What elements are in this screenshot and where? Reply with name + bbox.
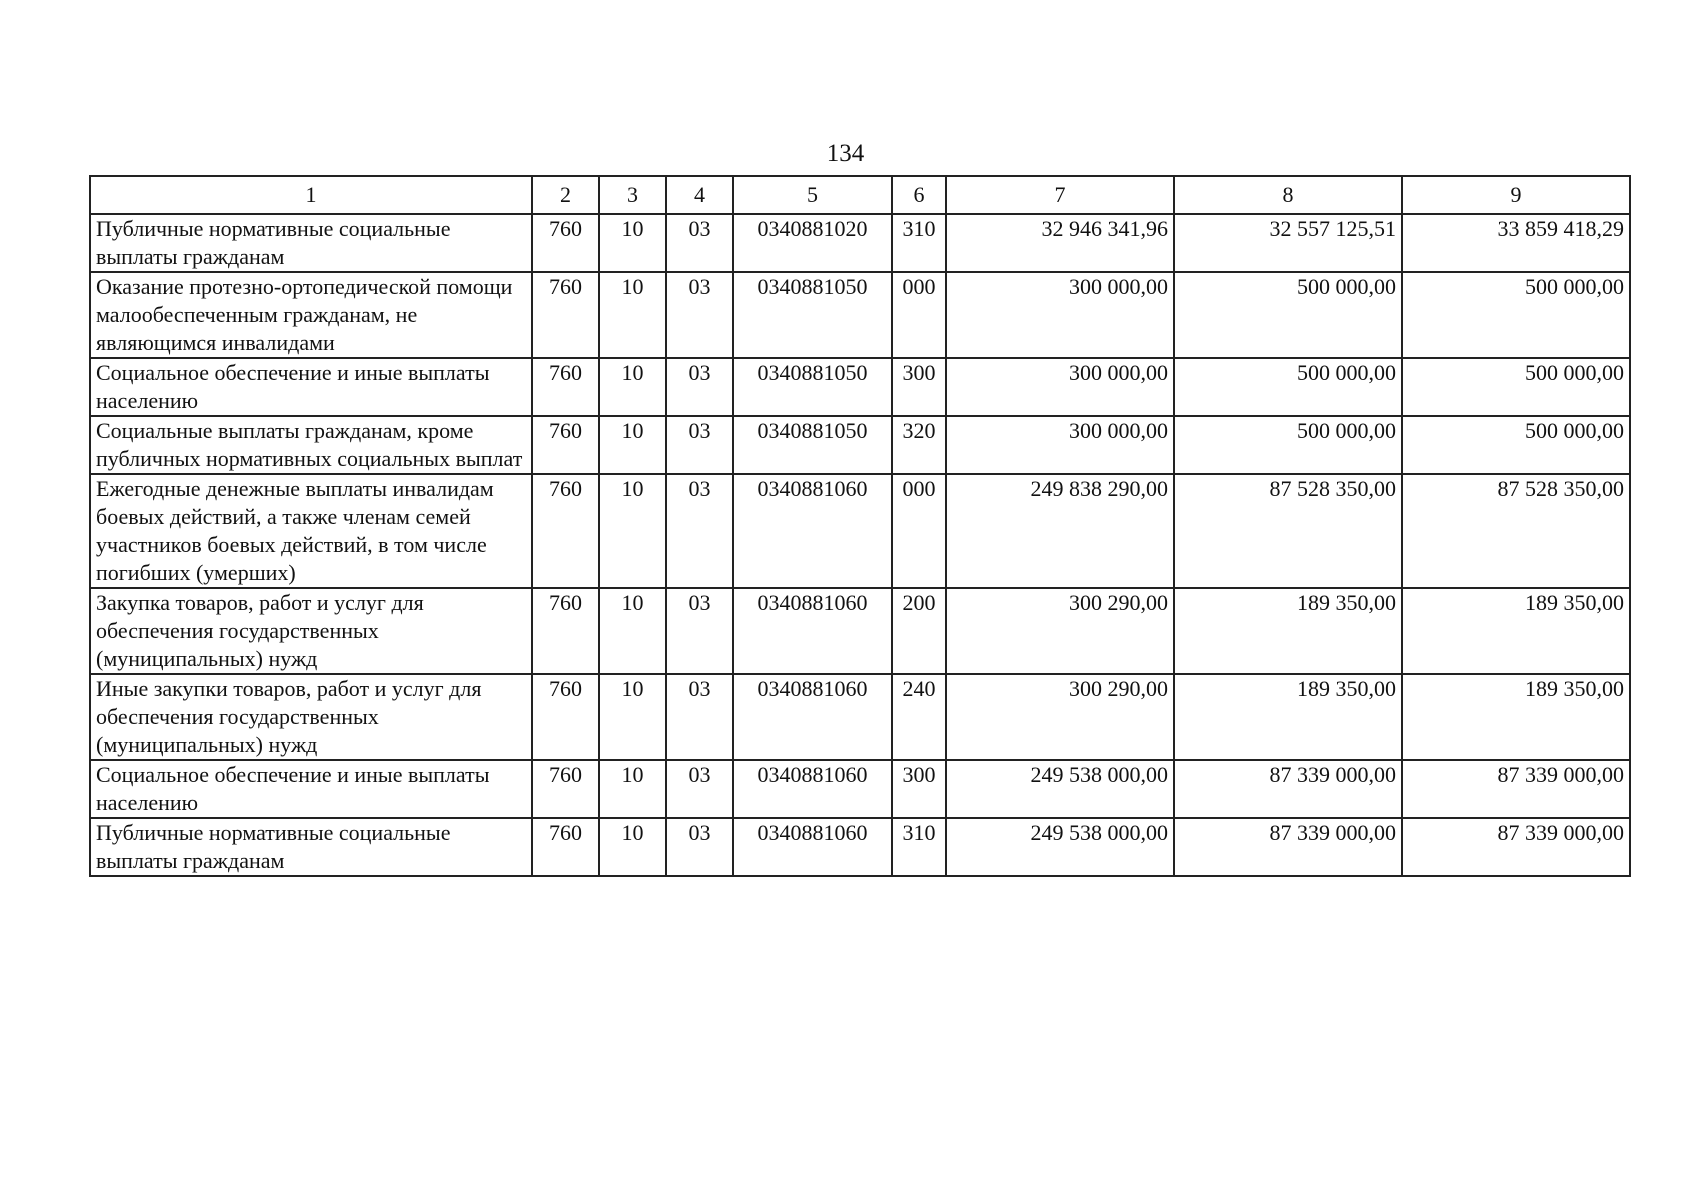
cell-code: 10	[599, 358, 666, 416]
column-header: 3	[599, 176, 666, 214]
cell-code: 03	[666, 474, 733, 588]
cell-amount: 32 946 341,96	[946, 214, 1174, 272]
cell-code: 10	[599, 272, 666, 358]
table-row	[90, 416, 1630, 474]
cell-amount: 87 339 000,00	[1402, 818, 1630, 876]
cell-amount: 500 000,00	[1402, 272, 1630, 358]
cell-code: 10	[599, 214, 666, 272]
cell-amount: 500 000,00	[1174, 272, 1402, 358]
cell-code: 310	[892, 818, 946, 876]
cell-amount: 87 339 000,00	[1402, 760, 1630, 818]
cell-code: 300	[892, 358, 946, 416]
cell-code: 0340881060	[733, 674, 892, 760]
row-name: Социальные выплаты гражданам, кроме публичных нормативных социальных выплат	[90, 416, 532, 474]
cell-code: 10	[599, 474, 666, 588]
cell-amount: 300 290,00	[946, 674, 1174, 760]
table-row	[90, 214, 1630, 272]
table-row	[90, 358, 1630, 416]
cell-amount: 249 838 290,00	[946, 474, 1174, 588]
cell-code: 000	[892, 474, 946, 588]
cell-amount: 500 000,00	[1402, 416, 1630, 474]
column-header: 4	[666, 176, 733, 214]
cell-amount: 300 000,00	[946, 416, 1174, 474]
cell-amount: 300 000,00	[946, 358, 1174, 416]
cell-code: 000	[892, 272, 946, 358]
cell-code: 03	[666, 588, 733, 674]
cell-code: 760	[532, 272, 599, 358]
cell-amount: 87 528 350,00	[1174, 474, 1402, 588]
table-row	[90, 818, 1630, 876]
cell-code: 03	[666, 416, 733, 474]
cell-amount: 87 339 000,00	[1174, 760, 1402, 818]
row-name: Ежегодные денежные выплаты инвалидам боевых действий, а также членам семей участников боевых действий, в том числе погибших (умерших)	[90, 474, 532, 588]
cell-amount: 189 350,00	[1174, 674, 1402, 760]
cell-code: 760	[532, 674, 599, 760]
cell-code: 0340881060	[733, 760, 892, 818]
row-name: Закупка товаров, работ и услуг для обеспечения государственных (муниципальных) нужд	[90, 588, 532, 674]
cell-amount: 500 000,00	[1174, 416, 1402, 474]
cell-code: 310	[892, 214, 946, 272]
column-header: 5	[733, 176, 892, 214]
cell-code: 10	[599, 674, 666, 760]
header-row	[90, 176, 1630, 214]
row-name: Социальное обеспечение и иные выплаты населению	[90, 760, 532, 818]
cell-code: 760	[532, 416, 599, 474]
cell-code: 03	[666, 674, 733, 760]
table-row	[90, 474, 1630, 588]
cell-code: 760	[532, 358, 599, 416]
cell-code: 03	[666, 214, 733, 272]
column-header: 9	[1402, 176, 1630, 214]
cell-code: 200	[892, 588, 946, 674]
row-name: Публичные нормативные социальные выплаты гражданам	[90, 214, 532, 272]
cell-code: 03	[666, 760, 733, 818]
cell-code: 300	[892, 760, 946, 818]
cell-code: 03	[666, 272, 733, 358]
cell-code: 03	[666, 358, 733, 416]
cell-code: 0340881060	[733, 588, 892, 674]
cell-code: 760	[532, 588, 599, 674]
cell-code: 10	[599, 416, 666, 474]
cell-code: 760	[532, 818, 599, 876]
cell-amount: 87 339 000,00	[1174, 818, 1402, 876]
table-row	[90, 588, 1630, 674]
page-number: 134	[826, 140, 865, 167]
cell-amount: 32 557 125,51	[1174, 214, 1402, 272]
table-row	[90, 760, 1630, 818]
cell-amount: 189 350,00	[1402, 588, 1630, 674]
cell-code: 0340881050	[733, 272, 892, 358]
cell-amount: 249 538 000,00	[946, 760, 1174, 818]
column-header: 1	[90, 176, 532, 214]
cell-amount: 300 000,00	[946, 272, 1174, 358]
cell-code: 240	[892, 674, 946, 760]
cell-code: 0340881020	[733, 214, 892, 272]
cell-amount: 189 350,00	[1402, 674, 1630, 760]
column-header: 2	[532, 176, 599, 214]
column-header: 7	[946, 176, 1174, 214]
cell-code: 320	[892, 416, 946, 474]
cell-amount: 33 859 418,29	[1402, 214, 1630, 272]
cell-amount: 87 528 350,00	[1402, 474, 1630, 588]
row-name: Оказание протезно-ортопедической помощи малообеспеченным гражданам, не являющимся инвалидами	[90, 272, 532, 358]
row-name: Иные закупки товаров, работ и услуг для обеспечения государственных (муниципальных) нужд	[90, 674, 532, 760]
cell-code: 760	[532, 760, 599, 818]
table-row	[90, 272, 1630, 358]
row-name: Публичные нормативные социальные выплаты гражданам	[90, 818, 532, 876]
cell-code: 10	[599, 588, 666, 674]
cell-amount: 500 000,00	[1402, 358, 1630, 416]
row-name: Социальное обеспечение и иные выплаты населению	[90, 358, 532, 416]
cell-amount: 189 350,00	[1174, 588, 1402, 674]
budget-table	[89, 175, 1631, 877]
cell-code: 10	[599, 760, 666, 818]
cell-code: 10	[599, 818, 666, 876]
cell-code: 03	[666, 818, 733, 876]
cell-amount: 249 538 000,00	[946, 818, 1174, 876]
table-row	[90, 674, 1630, 760]
cell-code: 760	[532, 214, 599, 272]
cell-amount: 300 290,00	[946, 588, 1174, 674]
cell-code: 0340881050	[733, 358, 892, 416]
cell-code: 0340881060	[733, 474, 892, 588]
cell-code: 760	[532, 474, 599, 588]
column-header: 8	[1174, 176, 1402, 214]
cell-amount: 500 000,00	[1174, 358, 1402, 416]
cell-code: 0340881050	[733, 416, 892, 474]
cell-code: 0340881060	[733, 818, 892, 876]
column-header: 6	[892, 176, 946, 214]
